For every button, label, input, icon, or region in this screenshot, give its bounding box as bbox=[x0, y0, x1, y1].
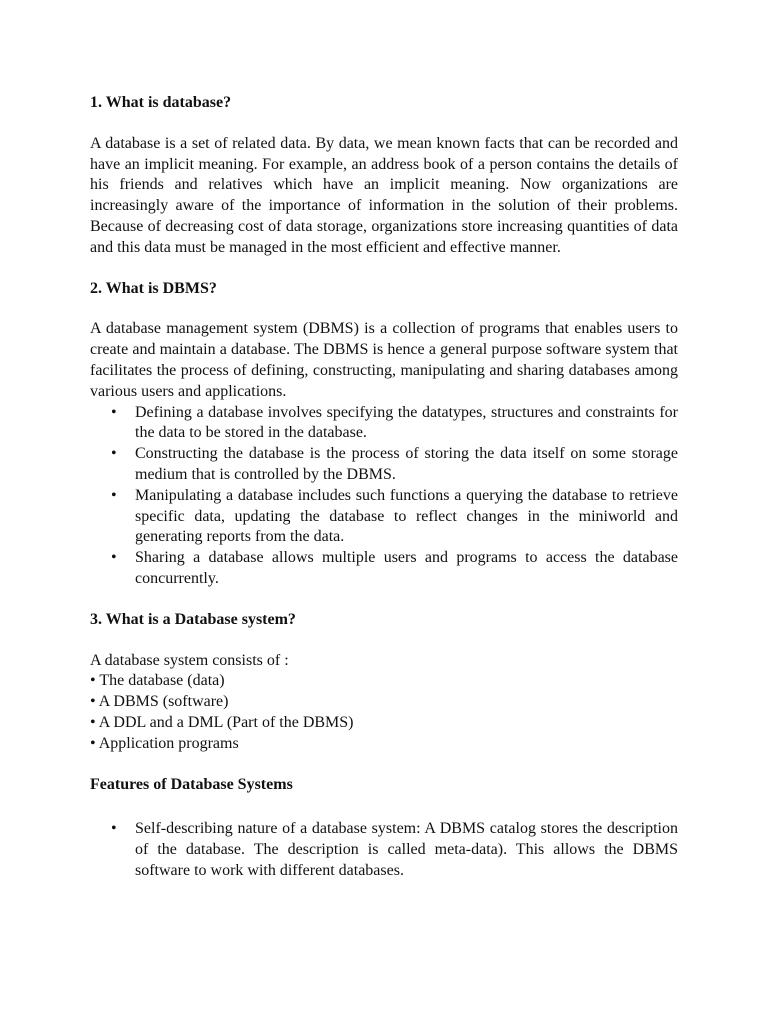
bullet-icon: • bbox=[111, 820, 117, 838]
section-2-paragraph: A database management system (DBMS) is a collection of programs that enables users to create and maintain a database. The DBMS is hence a general purpose software system that facilitates the process of defining, constructing, manipulating and sharing databases among various users and applications. bbox=[90, 320, 678, 400]
bullet-icon: • bbox=[111, 486, 117, 504]
section-2-heading: 2. What is DBMS? bbox=[90, 279, 217, 297]
bullet-item bbox=[111, 548, 678, 590]
bullet-item bbox=[111, 444, 678, 486]
bullet-item bbox=[111, 403, 678, 445]
section-3-heading: 3. What is a Database system? bbox=[90, 610, 296, 628]
bullet-text: Defining a database involves specifying the datatypes, structures and constraints for the data to be stored in the database. bbox=[135, 403, 678, 442]
section-1-heading: 1. What is database? bbox=[90, 94, 232, 111]
bullet-text: Constructing the database is the process of storing the data itself on some storage medium that is controlled by the DBMS. bbox=[135, 445, 678, 483]
section-2-bullet-list bbox=[90, 403, 678, 590]
bullet-icon: • bbox=[111, 549, 117, 567]
section-4-heading: Features of Database Systems bbox=[90, 775, 293, 793]
bullet-text: Manipulating a database includes such functions a querying the database to retrieve specific data, updating the database to reflect changes in the miniworld and generating reports from the data. bbox=[135, 486, 678, 546]
list-item: • A DDL and a DML (Part of the DBMS) bbox=[90, 713, 354, 731]
bullet-text: Self-describing nature of a database system: A DBMS catalog stores the description of the database. The description is called meta-data). This allows the DBMS software to work with different databases. bbox=[135, 820, 678, 879]
section-4-bullet-list bbox=[90, 819, 678, 881]
bullet-icon: • bbox=[111, 445, 117, 463]
list-item: • Application programs bbox=[90, 734, 239, 752]
list-item: • A DBMS (software) bbox=[90, 693, 229, 711]
bullet-item bbox=[111, 819, 678, 881]
document-body bbox=[90, 93, 678, 882]
bullet-item bbox=[111, 486, 678, 548]
bullet-icon: • bbox=[111, 403, 117, 421]
section-3-list bbox=[90, 651, 678, 755]
section-3-intro: A database system consists of : bbox=[90, 651, 289, 669]
section-1-paragraph: A database is a set of related data. By data, we mean known facts that can be recorded and have an implicit meaning. For example, an address book of a person contains the details of his friends and relatives which have an implicit meaning. Now organizations are increasingly aware of the importance of information in the solution of their problems. Because of decreasing cost of data storage, organizations store increasing quantities of data and this data must be managed in the most efficient and effective manner. bbox=[90, 134, 678, 256]
list-item: • The database (data) bbox=[90, 672, 225, 690]
bullet-text: Sharing a database allows multiple users and programs to access the database concurrently. bbox=[135, 549, 678, 587]
